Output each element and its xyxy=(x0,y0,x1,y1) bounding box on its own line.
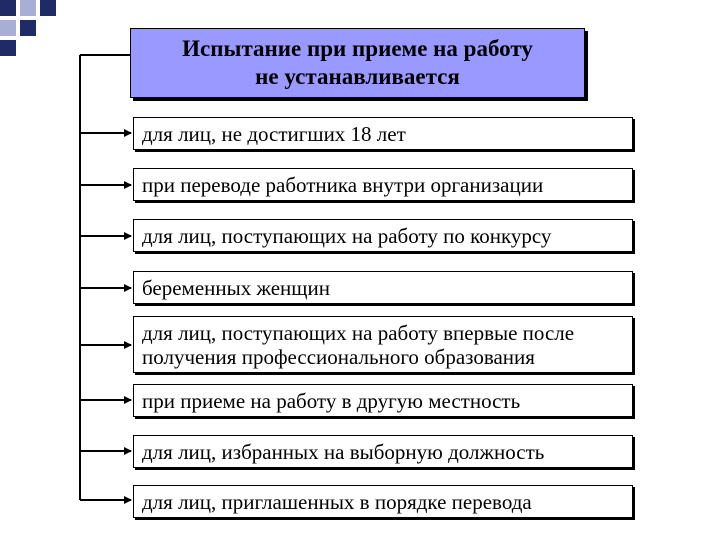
item-text: для лиц, избранных на выборную должность xyxy=(142,439,545,464)
item-box-1 xyxy=(133,117,633,150)
item-text: при переводе работника внутри организации xyxy=(142,172,544,197)
item-text-line-1: для лиц, поступающих на работу впервые после xyxy=(142,320,575,345)
item-box-2 xyxy=(133,168,633,201)
title-line-1: Испытание при приеме на работу xyxy=(182,36,533,61)
item-box-7 xyxy=(133,435,633,468)
item-box-5 xyxy=(133,316,633,373)
item-text: для лиц, приглашенных в порядке перевода xyxy=(142,489,532,514)
item-text: для лиц, не достигших 18 лет xyxy=(142,121,406,146)
item-text: беременных женщин xyxy=(142,275,330,300)
item-box-8 xyxy=(133,485,633,518)
item-box-3 xyxy=(133,219,633,252)
item-box-4 xyxy=(133,271,633,304)
title-line-2: не устанавливается xyxy=(255,64,460,89)
item-box-6 xyxy=(133,384,633,417)
title-box xyxy=(130,28,585,98)
item-text: при приеме на работу в другую местность xyxy=(142,388,521,413)
item-text-line-2: получения профессионального образования xyxy=(142,344,535,369)
item-text: для лиц, поступающих на работу по конкурсу xyxy=(142,223,552,248)
